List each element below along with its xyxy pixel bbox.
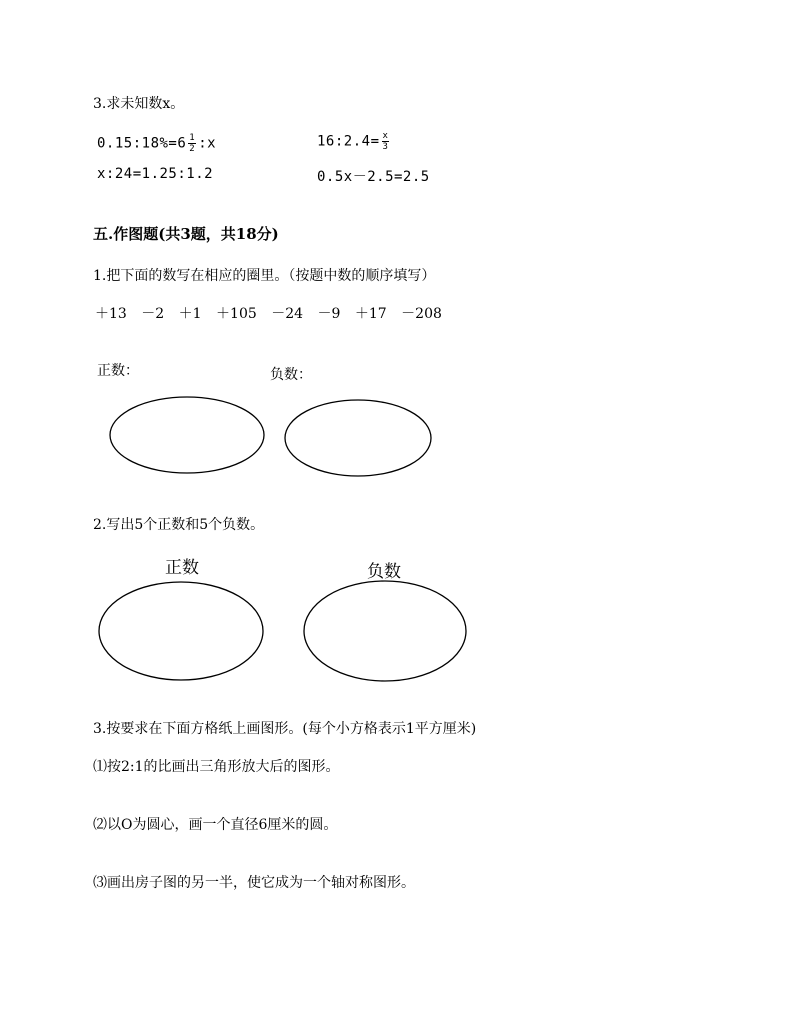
number-item: －24: [271, 306, 304, 322]
equation-2-fraction: $\frac{x}{3}$: [382, 131, 389, 152]
problem-3-item-1: ⑴按2:1的比画出三角形放大后的图形。: [93, 759, 340, 775]
section-heading: 五.作图题(共3题，共18分): [93, 225, 279, 243]
number-item: －208: [401, 306, 442, 322]
equation-1-right: :x: [198, 135, 217, 152]
problem-3-item-2: ⑵以O为圆心，画一个直径6厘米的圆。: [93, 817, 338, 833]
number-item: ＋1: [178, 306, 202, 322]
problem-1-positive-label: 正数：: [97, 363, 139, 379]
equation-1-fraction: $\frac{1}{2}$: [189, 133, 196, 154]
number-item: ＋105: [216, 306, 257, 322]
problem-1-negative-oval: [285, 400, 431, 476]
problem-3-item-3: ⑶画出房子图的另一半，使它成为一个轴对称图形。: [93, 875, 415, 891]
number-item: －9: [317, 306, 341, 322]
problem-1-title: 1.把下面的数写在相应的圈里。（按题中数的顺序填写）: [93, 268, 436, 284]
problem-3-title: 3.按要求在下面方格纸上画图形。(每个小方格表示1平方厘米): [93, 721, 477, 737]
number-item: －2: [141, 306, 165, 322]
number-item: ＋17: [354, 306, 387, 322]
equation-2-left: 16:2.4=: [317, 133, 380, 150]
equation-4: 0.5x－2.5=2.5: [317, 169, 430, 185]
equation-3: x:24=1.25:1.2: [97, 166, 214, 182]
problem-2-negative-oval: [304, 581, 466, 681]
problem-2-title: 2.写出5个正数和5个负数。: [93, 517, 265, 533]
problem-2-negative-label: 负数: [367, 562, 401, 582]
q3-title: 3.求未知数x。: [93, 96, 185, 112]
equation-1-left: 0.15:18%=6: [97, 135, 187, 152]
problem-1-negative-label: 负数：: [270, 367, 312, 383]
problem-2-positive-label: 正数: [165, 558, 199, 578]
problem-2-positive-oval: [99, 582, 263, 680]
problem-1-positive-oval: [110, 397, 264, 473]
number-item: ＋13: [95, 306, 127, 322]
